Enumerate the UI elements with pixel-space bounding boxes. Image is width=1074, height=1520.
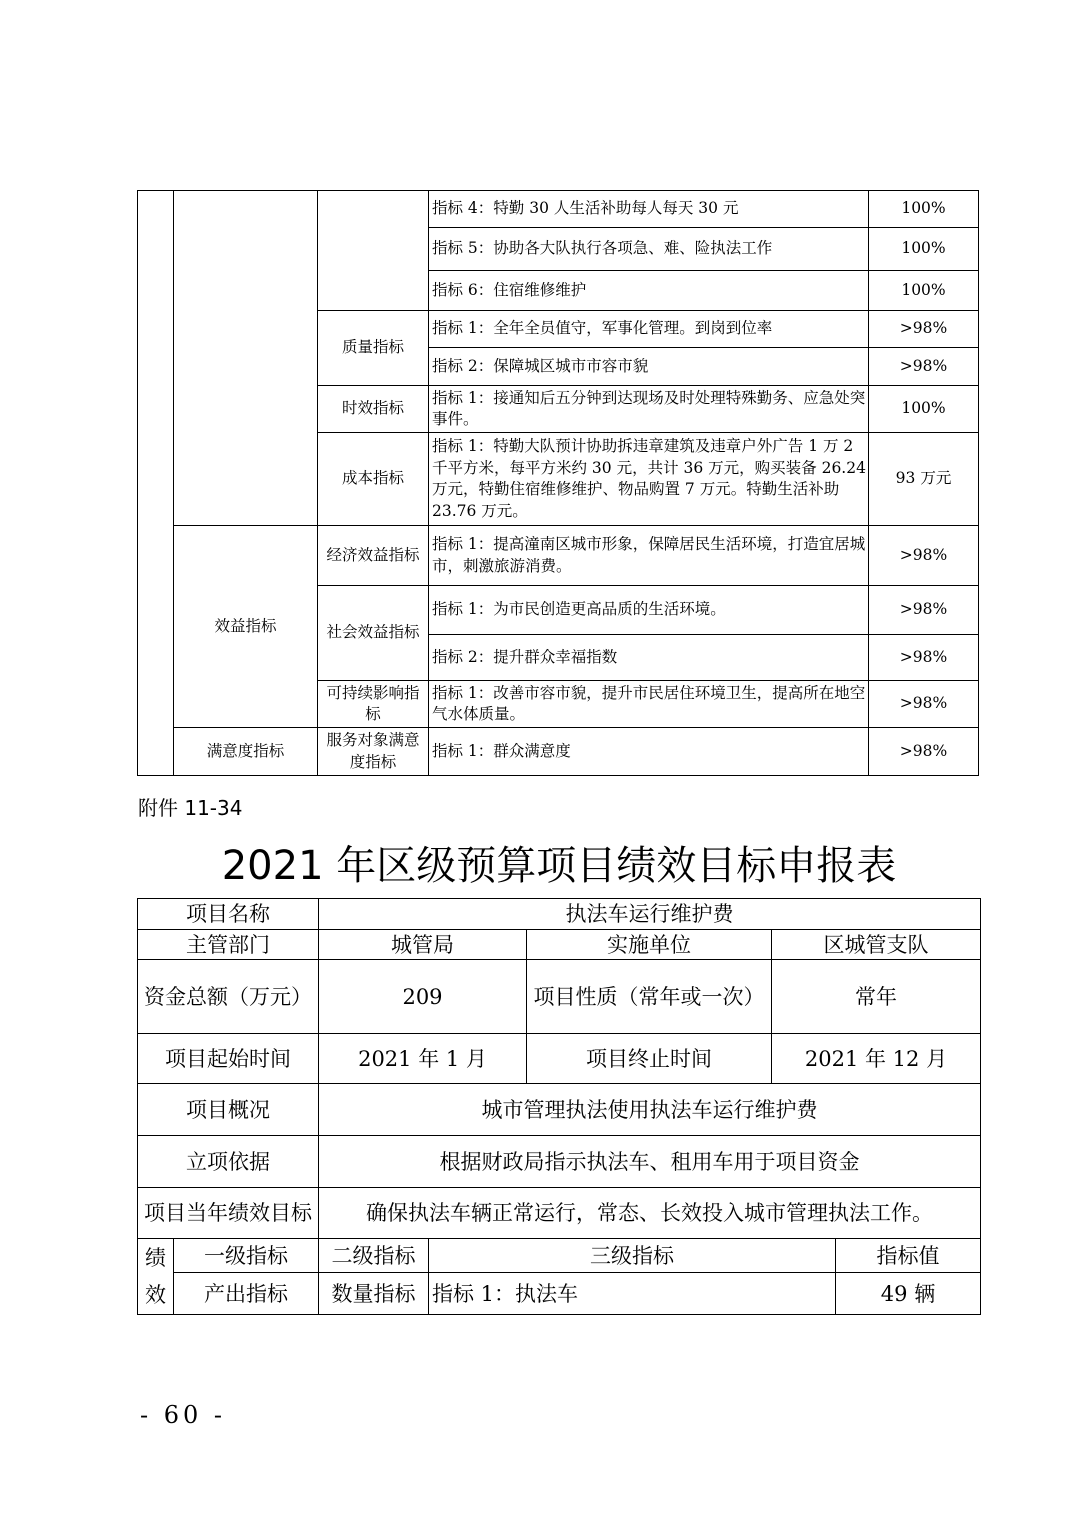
level2-cell: 数量指标 (319, 1273, 428, 1314)
quality-indicator-label: 质量指标 (318, 311, 428, 385)
continuation-indicator-table (137, 190, 979, 776)
annual-goal-label: 项目当年绩效目标 (138, 1188, 318, 1238)
start-time-label: 项目起始时间 (138, 1034, 318, 1083)
implementer-value: 区城管支队 (772, 930, 980, 959)
service-satisfaction-label: 服务对象满意度指标 (318, 728, 428, 775)
page-number: - 60 - (140, 1401, 227, 1429)
indicator-cell: 指标 5：协助各大队执行各项急、难、险执法工作 (429, 228, 868, 270)
implementer-label: 实施单位 (527, 930, 771, 959)
merged-blank-cell (174, 191, 317, 525)
header-level1: 一级指标 (174, 1239, 318, 1272)
indicator-cell: 指标 2：提升群众幸福指数 (429, 635, 868, 680)
indicator-value-cell: >98% (869, 348, 978, 385)
end-time-label: 项目终止时间 (527, 1034, 771, 1083)
cost-indicator-label: 成本指标 (318, 433, 428, 525)
merged-blank-cell (138, 191, 173, 775)
overview-value: 城市管理执法使用执法车运行维护费 (319, 1084, 980, 1135)
indicator-cell: 指标 6：住宿维修维护 (429, 271, 868, 310)
indicator-value-cell: >98% (869, 681, 978, 727)
indicator-value-cell: >98% (869, 311, 978, 347)
department-value: 城管局 (319, 930, 526, 959)
total-funds-label: 资金总额（万元） (138, 960, 318, 1033)
header-value: 指标值 (836, 1239, 980, 1272)
satisfaction-indicator-label: 满意度指标 (174, 728, 317, 775)
indicator-value-cell: >98% (869, 635, 978, 680)
basis-value: 根据财政局指示执法车、租用车用于项目资金 (319, 1136, 980, 1187)
department-label: 主管部门 (138, 930, 318, 959)
indicator-cell: 指标 1：接通知后五分钟到达现场及时处理特殊勤务、应急处突事件。 (429, 386, 868, 432)
document-title: 2021 年区级预算项目绩效目标申报表 (221, 843, 897, 889)
attachment-label: 附件 11-34 (138, 796, 243, 820)
end-time-value: 2021 年 12 月 (772, 1034, 980, 1083)
merged-blank-cell (318, 191, 428, 310)
indicator-cell: 指标 2：保障城区城市市容市貌 (429, 348, 868, 385)
indicator-value-cell: 100% (869, 386, 978, 432)
indicator-cell: 指标 4：特勤 30 人生活补助每人每天 30 元 (429, 191, 868, 227)
indicator-cell: 指标 1：特勤大队预计协助拆违章建筑及违章户外广告 1 万 2 千平方米，每平方米约 30 元，共计 36 万元，购买装备 26.24 万元，特勤住宿维修维护、物品购置 7 万元。特勤生活补助 23.76 万元。 (429, 433, 868, 525)
indicator-cell: 指标 1：群众满意度 (429, 728, 868, 775)
sustainable-impact-label: 可持续影响指标 (318, 681, 428, 727)
social-benefit-label: 社会效益指标 (318, 586, 428, 680)
indicator-value-cell: 100% (869, 228, 978, 270)
economic-benefit-label: 经济效益指标 (318, 526, 428, 585)
project-nature-value: 常年 (772, 960, 980, 1033)
annual-goal-value: 确保执法车辆正常运行，常态、长效投入城市管理执法工作。 (319, 1188, 980, 1238)
indicator-cell: 指标 1：为市民创造更高品质的生活环境。 (429, 586, 868, 634)
indicator-value-cell: 100% (869, 191, 978, 227)
benefit-indicator-label: 效益指标 (174, 526, 317, 727)
indicator-value-cell: 49 辆 (836, 1273, 980, 1314)
performance-goal-form (137, 898, 981, 1315)
header-level2: 二级指标 (319, 1239, 428, 1272)
indicator-value-cell: 93 万元 (869, 433, 978, 525)
overview-label: 项目概况 (138, 1084, 318, 1135)
start-time-value: 2021 年 1 月 (319, 1034, 526, 1083)
header-level3: 三级指标 (429, 1239, 835, 1272)
indicator-cell: 指标 1：全年全员值守，军事化管理。到岗到位率 (429, 311, 868, 347)
basis-label: 立项依据 (138, 1136, 318, 1187)
indicator-cell: 指标 1：提高潼南区城市形象，保障居民生活环境，打造宜居城市，刺激旅游消费。 (429, 526, 868, 585)
project-name-label: 项目名称 (138, 899, 318, 929)
total-funds-value: 209 (319, 960, 526, 1033)
indicator-cell: 指标 1：执法车 (429, 1273, 835, 1314)
performance-section-label: 绩效 (138, 1239, 173, 1314)
indicator-value-cell: >98% (869, 728, 978, 775)
indicator-value-cell: 100% (869, 271, 978, 310)
timeliness-indicator-label: 时效指标 (318, 386, 428, 432)
indicator-cell: 指标 1：改善市容市貌，提升市民居住环境卫生，提高所在地空气水体质量。 (429, 681, 868, 727)
indicator-value-cell: >98% (869, 586, 978, 634)
level1-cell: 产出指标 (174, 1273, 318, 1314)
project-name-value: 执法车运行维护费 (319, 899, 980, 929)
project-nature-label: 项目性质（常年或一次） (527, 960, 771, 1033)
indicator-value-cell: >98% (869, 526, 978, 585)
